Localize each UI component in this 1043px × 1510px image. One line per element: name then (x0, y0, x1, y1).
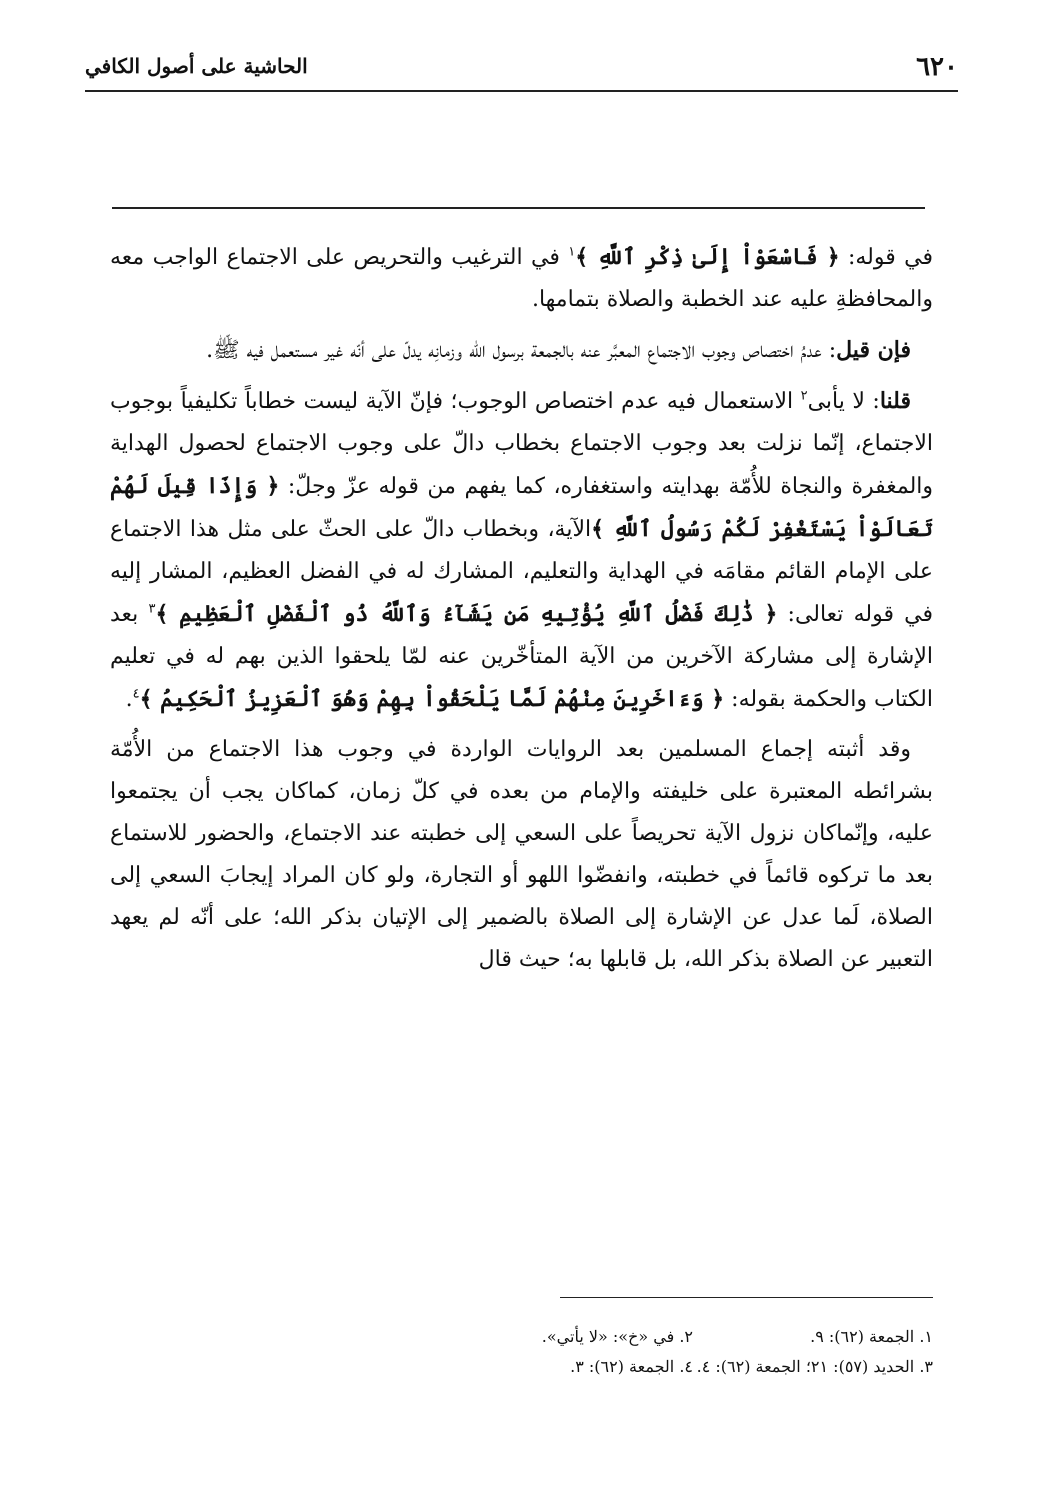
section-divider (112, 207, 925, 209)
footnote (453, 1322, 693, 1352)
footnote-number: ٣ (924, 1357, 933, 1376)
text-run: : عدمُ اختصاص وجوب الاجتماع المعبَّر عنه بالجمعة برسول الله وزمانِه يدلّ على أنّه غير مستعمل فيه ﷺ. (206, 338, 837, 363)
footnote-text: . في «خ»: «لا يأتي». (541, 1327, 685, 1346)
page-number: ٦٢٠ (916, 52, 958, 82)
footnote (693, 1322, 933, 1352)
footnote-ref: ٣ (148, 601, 156, 617)
footnote (693, 1352, 933, 1382)
body-text (110, 236, 933, 989)
footnote-ref: ٤ (132, 686, 140, 702)
text-run: . (125, 687, 133, 712)
paragraph (110, 236, 933, 321)
text-run: الآية، وبخطاب دالّ على الحثّ على مثل هذا الاجتماع على الإمام القائم مقامَه في الهداية والتعليم، المشارك له في الفضل العظيم، المشار إليه في قوله تعالى: (110, 517, 933, 627)
footnote-text: . الجمعة (٦٢): ٩. (810, 1327, 925, 1346)
text-run: : لا يأبى (807, 389, 880, 414)
text-run: في قوله: (839, 245, 933, 270)
footnote-rule (560, 1297, 933, 1298)
text-run: الاستعمال فيه عدم اختصاص الوجوب؛ فإنّ الآية ليست خطاباً تكليفياً بوجوب الاجتماع، إنّما نزلت بعد وجوب الاجتماع بخطاب دالّ على وجوب الاجتماع لحصول الهداية والمغفرة والنجاة للأُمّة بهدايته واستغفاره، كما يفهم من قوله عزّ وجلّ: (110, 389, 934, 499)
lead-word: فإن قيل (836, 337, 911, 363)
quran-verse: ﴿ فَاسْعَوْاْ إِلَىٰ ذِكْرِ ٱللَّهِ ﴾ (575, 244, 840, 270)
footnote-number: ١ (924, 1327, 933, 1346)
text-run: في الترغيب والتحريص على الاجتماع الواجب معه والمحافظةِ عليه عند الخطبة والصلاة بتمامها. (110, 245, 933, 312)
paragraph (110, 380, 933, 721)
footnote (453, 1352, 693, 1382)
footnote-row (340, 1352, 933, 1382)
footnote-text: . الجمعة (٦٢): ٣. (570, 1357, 685, 1376)
lead-word: قلنا (879, 388, 911, 414)
running-title: الحاشية على أصول الكافي (85, 54, 308, 78)
text-run: بعد الإشارة إلى مشاركة الآخرين من الآية المتأخّرين عنه لمّا يلحقوا الذين بهم له في تعليم الكتاب والحكمة بقوله: (110, 602, 933, 712)
footnote-number: ٢ (684, 1327, 693, 1346)
header-rule (85, 90, 958, 92)
paragraph (110, 329, 933, 372)
text-run: وقد أثبته إجماع المسلمين بعد الروايات الواردة في وجوب هذا الاجتماع من الأُمّة بشرائطه المعتبرة على خليفته والإمام من بعده في كلّ زمان، كماكان يجب أن يجتمعوا عليه، وإنّماكان نزول الآية تحريصاً على السعي إلى خطبته عند الاجتماع، والحضور للاستماع بعد ما تركوه قائماً في خطبته، وانفضّوا اللهو أو التجارة، ولو كان المراد إيجابَ السعي إلى الصلاة، لَما عدل عن الإشارة إلى الصلاة بالضمير إلى الإتيان بذكر الله؛ على أنّه لم يعهد التعبير عن الصلاة بذكر الله، بل قابلها به؛ حيث قال (110, 737, 933, 972)
quran-verse: ﴿ وَءَاخَرِينَ مِنْهُمْ لَمَّا يَلْحَقُواْ بِهِمْ وَهُوَ ٱلْعَزِيزُ ٱلْحَكِيمُ ﴾ (139, 686, 725, 712)
footnote-row (340, 1322, 933, 1352)
footnote-number: ٤ (684, 1357, 693, 1376)
footnote-ref: ٢ (800, 388, 808, 404)
quran-verse: ﴿ ذَٰلِكَ فَضْلُ ٱللَّهِ يُؤْتِيهِ مَن يَشَآءُ وَٱللَّهُ ذُو ٱلْفَضْلِ ٱلْعَظِيمِ ﴾ (155, 601, 778, 627)
paragraph (110, 729, 933, 981)
quran-verse: ﴿ وَإِذَا قِيلَ لَهُمْ تَعَالَوْاْ يَسْتَغْفِرْ لَكُمْ رَسُولُ ٱللَّهِ ﴾ (110, 473, 933, 542)
page-header (85, 48, 958, 88)
footnote-ref: ١ (568, 244, 576, 260)
footnotes (340, 1322, 933, 1382)
footnote-text: . الحديد (٥٧): ٢١؛ الجمعة (٦٢): ٤. (696, 1357, 925, 1376)
